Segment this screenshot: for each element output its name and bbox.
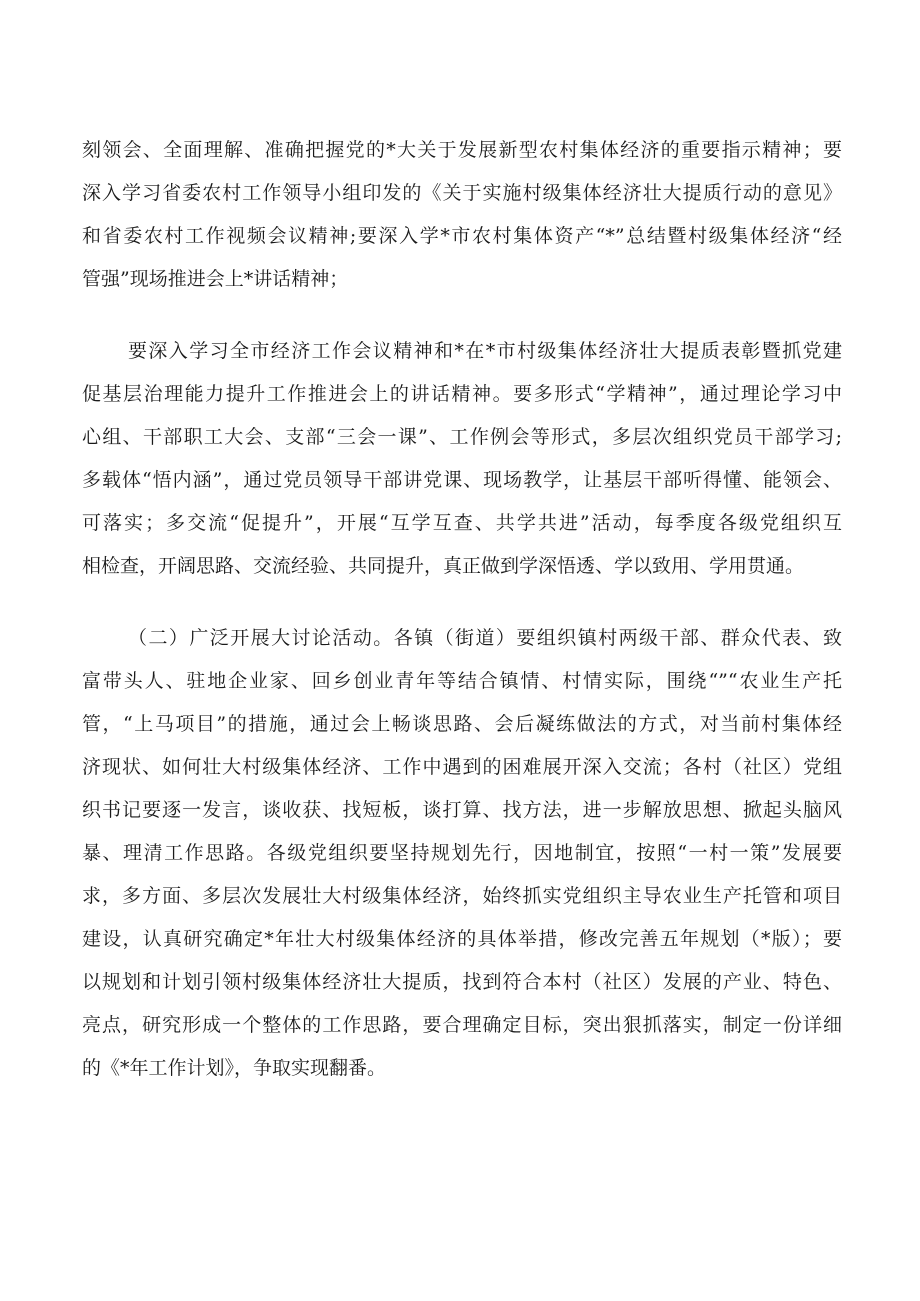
paragraph-3-line-1: （二）广泛开展大讨论活动。各镇（街道）要组织镇村两级干部、群众代表、致 — [128, 627, 842, 649]
paragraph-2-line-1: 要深入学习全市经济工作会议精神和*在*市村级集体经济壮大提质表彰暨抓党建 — [128, 340, 842, 362]
paragraph-1-line-1: 刻领会、全面理解、准确把握党的*大关于发展新型农村集体经济的重要指示精神；要 — [82, 139, 842, 161]
paragraph-3-line-11: 的《*年工作计划》，争取实现翻番。 — [82, 1057, 387, 1079]
paragraph-3-line-3: 管，“上马项目”的措施，通过会上畅谈思路、会后凝练做法的方式，对当前村集体经 — [82, 713, 842, 735]
paragraph-3-line-9: 以规划和计划引领村级集体经济壮大提质，找到符合本村（社区）发展的产业、特色、 — [82, 971, 842, 993]
paragraph-2-line-3: 心组、干部职工大会、支部“三会一课”、工作例会等形式，多层次组织党员干部学习; — [82, 426, 842, 448]
paragraph-3-line-5: 织书记要逐一发言，谈收获、找短板，谈打算、找方法，进一步解放思想、掀起头脑风 — [82, 799, 842, 821]
paragraph-1-line-3: 和省委农村工作视频会议精神;要深入学*市农村集体资产“*”总结暨村级集体经济“经 — [82, 225, 842, 247]
paragraph-3-line-6: 暴、理清工作思路。各级党组织要坚持规划先行，因地制宜，按照“一村一策”发展要 — [82, 842, 842, 864]
paragraph-1-line-2: 深入学习省委农村工作领导小组印发的《关于实施村级集体经济壮大提质行动的意见》 — [82, 182, 842, 204]
paragraph-3-line-8: 建设，认真研究确定*年壮大村级集体经济的具体举措，修改完善五年规划（*版）；要 — [82, 928, 842, 950]
paragraph-1-line-4: 管强”现场推进会上*讲话精神； — [82, 268, 349, 290]
paragraph-2-line-4: 多载体“悟内涵”，通过党员领导干部讲党课、现场教学，让基层干部听得懂、能领会、 — [82, 469, 842, 491]
paragraph-2-line-6: 相检查，开阔思路、交流经验、共同提升，真正做到学深悟透、学以致用、学用贯通。 — [82, 555, 805, 577]
paragraph-2-line-5: 可落实；多交流“促提升”，开展“互学互查、共学共进”活动，每季度各级党组织互 — [82, 512, 842, 534]
paragraph-3-line-2: 富带头人、驻地企业家、回乡创业青年等结合镇情、村情实际，围绕“”“农业生产托 — [82, 670, 842, 692]
paragraph-3-line-7: 求，多方面、多层次发展壮大村级集体经济，始终抓实党组织主导农业生产托管和项目 — [82, 885, 842, 907]
paragraph-3-line-4: 济现状、如何壮大村级集体经济、工作中遇到的困难展开深入交流；各村（社区）党组 — [82, 756, 842, 778]
paragraph-2-line-2: 促基层治理能力提升工作推进会上的讲话精神。要多形式“学精神”，通过理论学习中 — [82, 383, 842, 405]
paragraph-3-line-10: 亮点，研究形成一个整体的工作思路，要合理确定目标，突出狠抓落实，制定一份详细 — [82, 1014, 842, 1036]
